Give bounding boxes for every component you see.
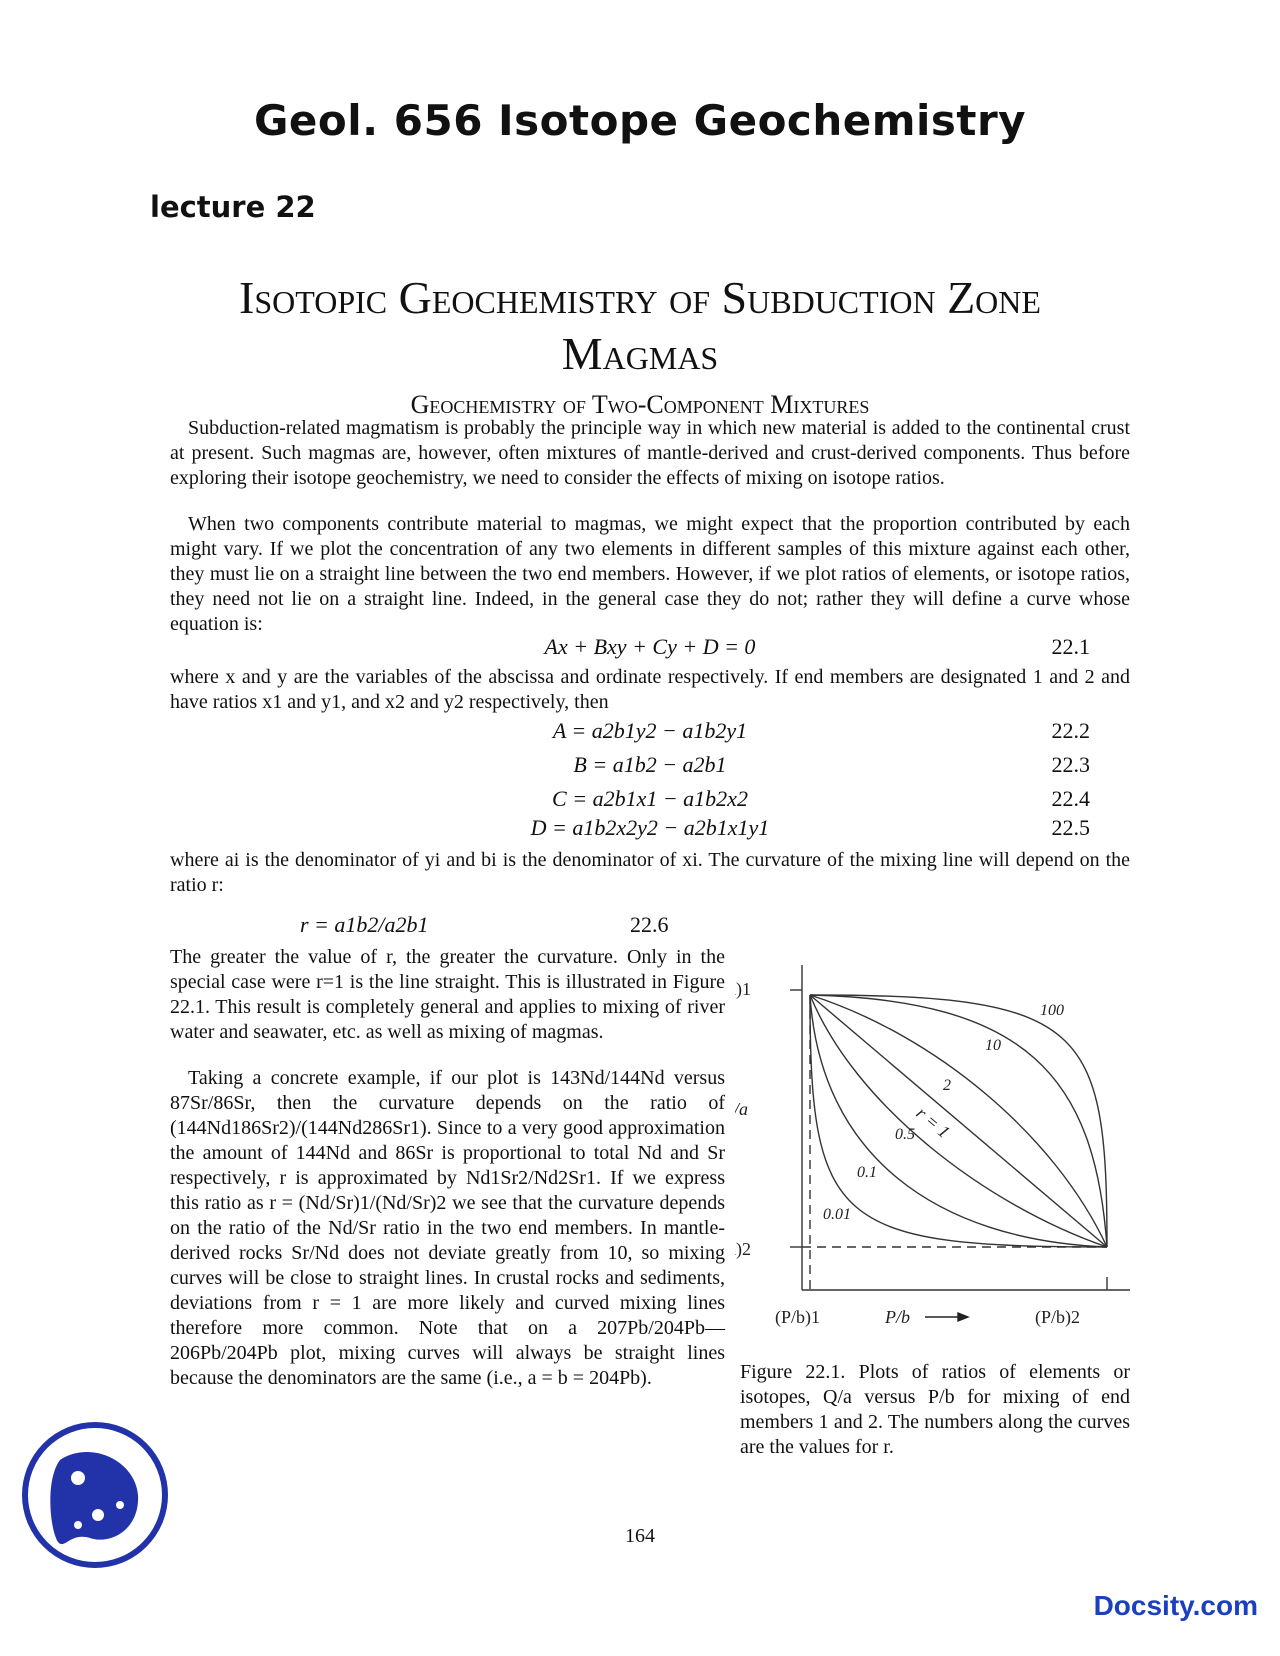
docsity-logo-icon (20, 1420, 170, 1570)
curve-label-0-01: 0.01 (823, 1206, 851, 1223)
curve-label-0-1: 0.1 (857, 1164, 877, 1181)
equation-number: 22.2 (1051, 718, 1090, 743)
y-label-axis: /a (735, 1099, 748, 1119)
paragraph-6: Taking a concrete example, if our plot is 143Nd/144Nd versus 87Sr/86Sr, then the curvature depends on the ratio of (144Nd186Sr2)/(144Nd286Sr1). Since to a very good approximation the amount of 144Nd and 86Sr is proportional to total Nd and Sr respectively, r is approximated by Nd1Sr2/Nd2Sr1. If we express this ratio as r = (Nd/Sr)1/(Nd/Sr)2 we see that the curvature depends on the ratio of the Nd/Sr ratio in the two end members. In mantle-derived rocks Sr/Nd does not deviate greatly from 10, so mixing curves will be close to straight lines. In crustal rocks and sediments, deviations from r = 1 are more likely and curved mixing lines therefore more common. Note that on a 207Pb/204Pb—206Pb/204Pb plot, mixing curves will always be straight lines because the denominators are the same (i.e., a = b = 204Pb). (170, 1067, 725, 1389)
docsity-logo[interactable] (20, 1420, 170, 1570)
equation-expression: C = a2b1x1 − a1b2x2 (552, 786, 748, 811)
page-title (120, 270, 1160, 382)
page-title-line-1: Isotopic Geochemistry of Subduction Zone (239, 272, 1041, 323)
equation-number: 22.6 (630, 912, 669, 937)
section-title: Geochemistry of Two-Component Mixtures (410, 390, 870, 419)
figure-22-1 (735, 955, 1135, 1355)
equation-expression: A = a2b1y2 − a1b2y1 (552, 718, 748, 743)
equation-22-6 (300, 912, 669, 938)
paragraph-5: The greater the value of r, the greater the curvature. Only in the special case were r=1 is the line straight. This is illustrated in Figure 22.1. This result is completely general and applies to mixing of river water and seawater, etc. as well as mixing of magmas. (170, 946, 725, 1043)
x-label-axis: P/b (885, 1307, 910, 1327)
page-number: 164 (625, 1525, 655, 1547)
paragraph-1: Subduction-related magmatism is probably the principle way in which new material is added to the continental crust at present. Such magmas are, however, often mixtures of mantle-derived and crust-derived components. Thus before exploring their isotope geochemistry, we need to consider the effects of mixing on isotope ratios. (170, 417, 1130, 489)
equation-number: 22.1 (1051, 634, 1090, 659)
curve-label-r-1: r = 1 (912, 1102, 954, 1142)
curve-label-0-5: 0.5 (895, 1126, 915, 1143)
curve-label-100: 100 (1040, 1002, 1064, 1019)
paragraph-2: When two components contribute material to magmas, we might expect that the proportion contributed by each might vary. If we plot the concentration of any two elements in different samples of this mixture against each other, they must lie on a straight line between the two end members. However, if we plot ratios of elements, or isotope ratios, they need not lie on a straight line. Indeed, in the general case they do not; rather they will define a curve whose equation is: (170, 513, 1130, 635)
equation-expression: D = a1b2x2y2 − a2b1x1y1 (530, 815, 770, 840)
x-label-right: (P/b)2 (1035, 1307, 1080, 1327)
equation-22-4 (170, 786, 1130, 816)
mixing-curves-plot (735, 955, 1135, 1355)
y-label-bottom: )2 (735, 1239, 751, 1259)
course-title: Geol. 656 Isotope Geochemistry (253, 96, 1027, 145)
y-label-top: )1 (735, 979, 751, 999)
curve-r-1 (810, 995, 1107, 1247)
figure-caption: Figure 22.1. Plots of ratios of elements or isotopes, Q/a versus P/b for mixing of end members 1 and 2. The numbers along the curves are the values for r. (740, 1361, 1130, 1458)
lecture-label: lecture 22 (150, 190, 316, 224)
x-arrow-head (958, 1313, 968, 1321)
equation-number: 22.4 (1051, 786, 1090, 811)
paragraph-3: where x and y are the variables of the abscissa and ordinate respectively. If end members are designated 1 and 2 and have ratios x1 and y1, and x2 and y2 respectively, then (170, 666, 1130, 713)
equation-expression: B = a1b2 − a2b1 (573, 752, 727, 777)
paragraph-4: where ai is the denominator of yi and bi is the denominator of xi. The curvature of the mixing line will depend on the ratio r: (170, 849, 1130, 896)
equation-expression: Ax + Bxy + Cy + D = 0 (544, 634, 756, 659)
equation-22-1 (170, 634, 1130, 664)
equation-22-2 (170, 718, 1130, 748)
equation-number: 22.5 (1051, 815, 1090, 840)
curve-label-2: 2 (943, 1077, 951, 1094)
curve-label-10: 10 (985, 1037, 1001, 1054)
equation-number: 22.3 (1051, 752, 1090, 777)
x-label-left: (P/b)1 (775, 1307, 820, 1327)
docsity-brand-link[interactable]: Docsity.com (1093, 1590, 1258, 1621)
equation-22-5 (170, 815, 1130, 845)
equation-expression: r = a1b2/a2b1 (300, 912, 429, 937)
page-title-line-2: Magmas (561, 328, 719, 379)
equation-22-3 (170, 752, 1130, 782)
